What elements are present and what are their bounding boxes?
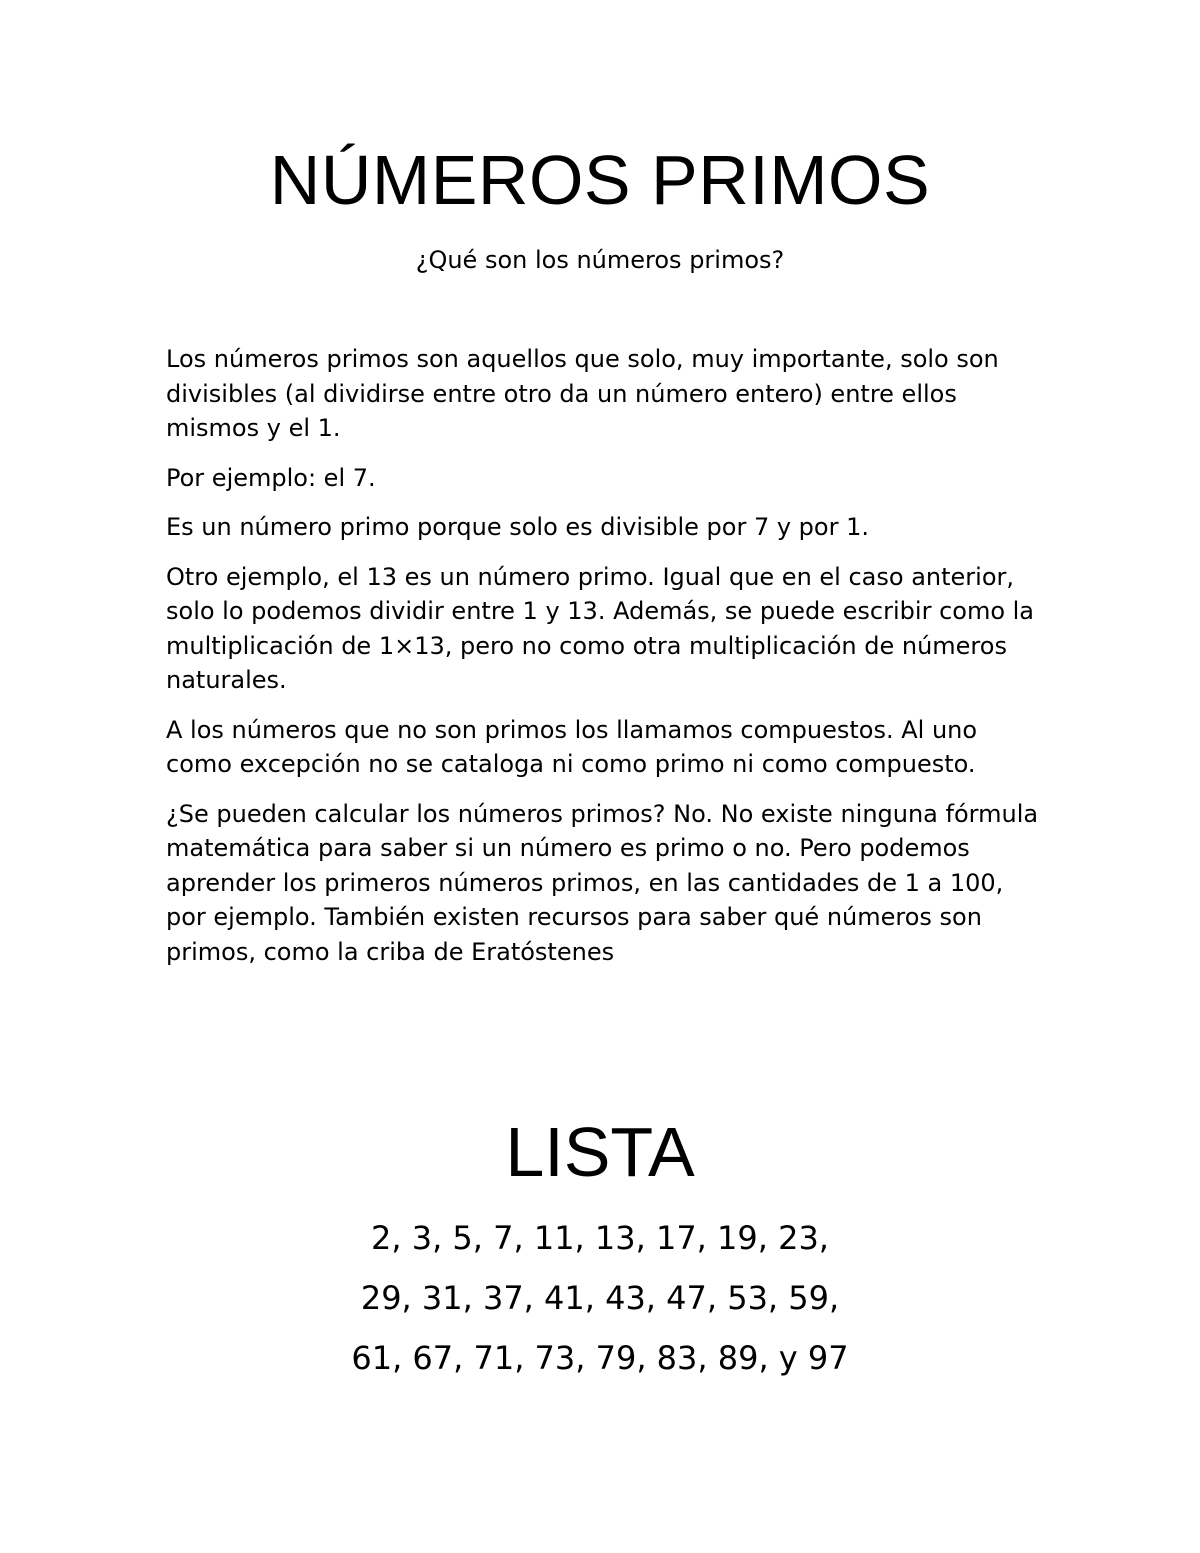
page-subtitle: ¿Qué son los números primos? [415,246,785,274]
page-title: NÚMEROS PRIMOS [269,141,931,219]
prime-list-line: 2, 3, 5, 7, 11, 13, 17, 19, 23, [371,1219,829,1257]
paragraph-calculation: ¿Se pueden calcular los números primos? No. No existe ninguna fórmula matemática para saber si un número es primo o no. Pero podemos aprender los primeros números primos, en las cantidades de 1 a 100, por ejemplo. También existen recursos para saber qué números son primos, como la criba de Eratóstenes [166,799,1039,966]
prime-list-line: 29, 31, 37, 41, 43, 47, 53, 59, [360,1279,840,1317]
prime-list-line: 61, 67, 71, 73, 79, 83, 89, y 97 [351,1339,849,1377]
paragraph-example-seven: Es un número primo porque solo es divisible por 7 y por 1. [166,513,869,541]
list-heading: LISTA [505,1113,695,1191]
prime-list [0,1208,1200,1388]
paragraph-example-intro: Por ejemplo: el 7. [166,463,376,492]
paragraph-definition: Los números primos son aquellos que solo, muy importante, solo son divisibles (al dividirse entre otro da un número entero) entre ellos mismos y el 1. [166,345,999,442]
paragraph-example-thirteen: Otro ejemplo, el 13 es un número primo. Igual que en el caso anterior, solo lo podemos dividir entre 1 y 13. Además, se puede escribir como la multiplicación de 1×13, pero no como otra multiplicación de números naturales. [166,562,1035,694]
paragraph-composite: A los números que no son primos los llamamos compuestos. Al uno como excepción no se cataloga ni como primo ni como compuesto. [166,715,978,778]
body-text [166,342,1046,984]
